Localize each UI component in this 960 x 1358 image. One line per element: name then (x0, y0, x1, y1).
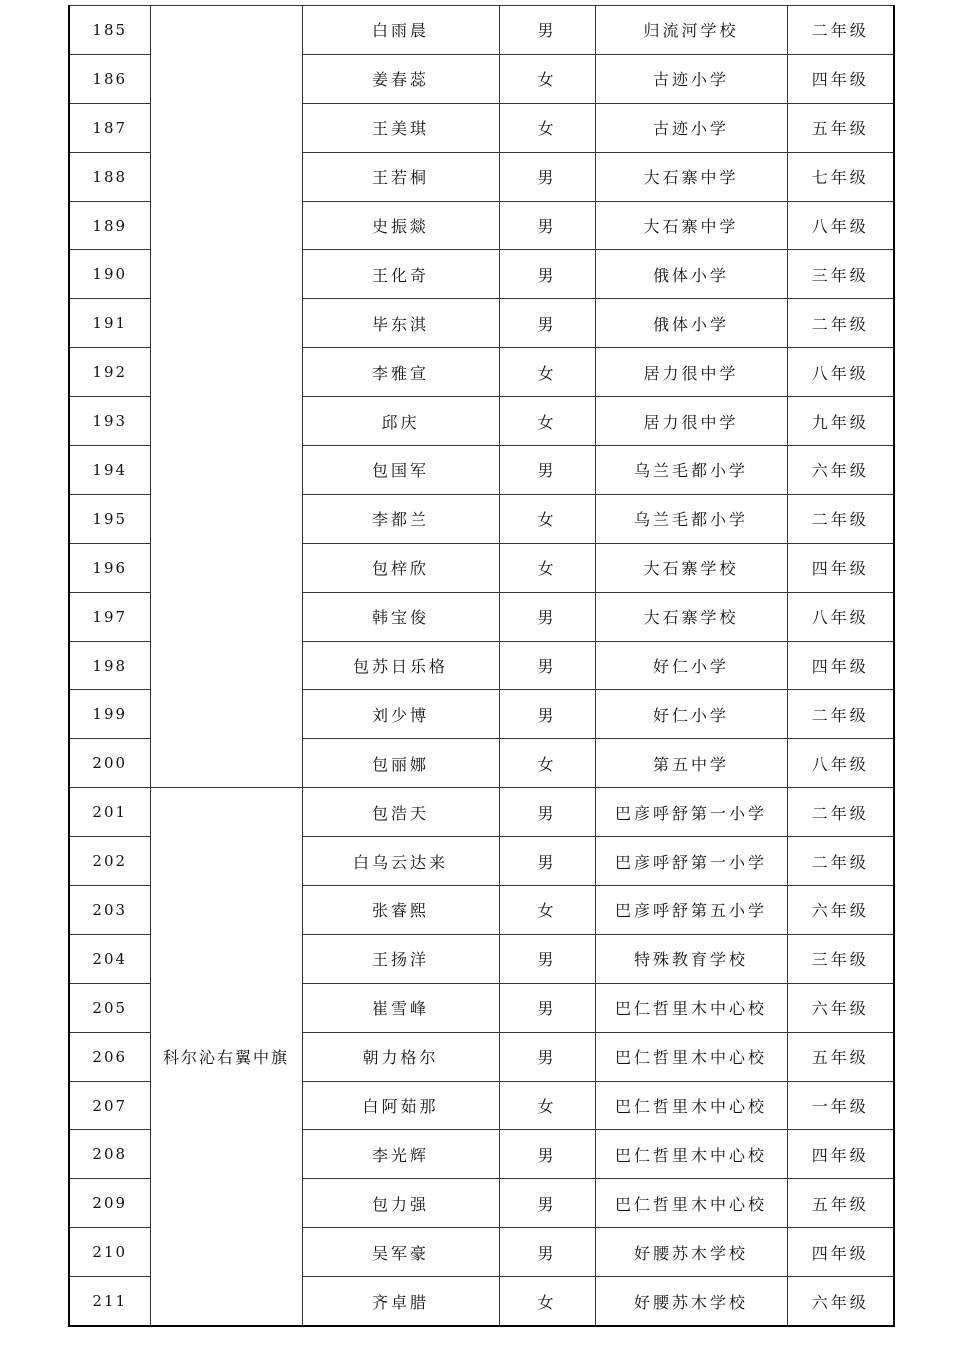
student-name: 白雨晨 (302, 6, 499, 55)
grade-level: 八年级 (787, 348, 894, 397)
student-gender: 男 (499, 1228, 595, 1277)
school-name: 居力很中学 (595, 397, 787, 446)
student-name: 毕东淇 (302, 299, 499, 348)
student-name: 邱庆 (302, 397, 499, 446)
school-name: 大石寨学校 (595, 592, 787, 641)
row-number: 209 (69, 1179, 150, 1228)
student-name: 李都兰 (302, 494, 499, 543)
student-name: 朝力格尔 (302, 1032, 499, 1081)
grade-level: 六年级 (787, 1277, 894, 1326)
student-name: 韩宝俊 (302, 592, 499, 641)
student-name: 吴军豪 (302, 1228, 499, 1277)
student-gender: 女 (499, 1277, 595, 1326)
school-name: 巴仁哲里木中心校 (595, 1081, 787, 1130)
school-name: 第五中学 (595, 739, 787, 788)
grade-level: 八年级 (787, 201, 894, 250)
student-name: 包梓欣 (302, 543, 499, 592)
student-name: 史振燚 (302, 201, 499, 250)
school-name: 大石寨中学 (595, 152, 787, 201)
row-number: 210 (69, 1228, 150, 1277)
row-number: 198 (69, 641, 150, 690)
student-gender: 男 (499, 299, 595, 348)
student-gender: 女 (499, 348, 595, 397)
row-number: 197 (69, 592, 150, 641)
student-gender: 女 (499, 397, 595, 446)
grade-level: 一年级 (787, 1081, 894, 1130)
row-number: 190 (69, 250, 150, 299)
grade-level: 六年级 (787, 886, 894, 935)
school-name: 巴仁哲里木中心校 (595, 983, 787, 1032)
row-number: 206 (69, 1032, 150, 1081)
student-gender: 男 (499, 1032, 595, 1081)
school-name: 巴仁哲里木中心校 (595, 1130, 787, 1179)
school-name: 古迹小学 (595, 103, 787, 152)
row-number: 203 (69, 886, 150, 935)
table-row (69, 6, 894, 55)
school-name: 大石寨学校 (595, 543, 787, 592)
student-name: 刘少博 (302, 690, 499, 739)
grade-level: 二年级 (787, 299, 894, 348)
student-name: 白乌云达来 (302, 837, 499, 886)
grade-level: 二年级 (787, 494, 894, 543)
region-cell: 科尔沁右翼中旗 (150, 788, 302, 1326)
region-cell (150, 6, 302, 788)
school-name: 巴彦呼舒第五小学 (595, 886, 787, 935)
student-gender: 女 (499, 54, 595, 103)
student-gender: 男 (499, 983, 595, 1032)
student-name: 包丽娜 (302, 739, 499, 788)
student-gender: 男 (499, 1179, 595, 1228)
student-gender: 男 (499, 250, 595, 299)
student-gender: 男 (499, 592, 595, 641)
student-name: 李雅宣 (302, 348, 499, 397)
student-gender: 女 (499, 103, 595, 152)
student-list-page (68, 5, 893, 1327)
school-name: 俄体小学 (595, 299, 787, 348)
student-name: 姜春蕊 (302, 54, 499, 103)
table-row (69, 788, 894, 837)
school-name: 乌兰毛都小学 (595, 446, 787, 495)
student-gender: 女 (499, 886, 595, 935)
student-name: 王若桐 (302, 152, 499, 201)
student-name: 李光辉 (302, 1130, 499, 1179)
student-table (68, 5, 895, 1327)
row-number: 196 (69, 543, 150, 592)
school-name: 大石寨中学 (595, 201, 787, 250)
student-gender: 男 (499, 1130, 595, 1179)
grade-level: 二年级 (787, 6, 894, 55)
student-gender: 女 (499, 543, 595, 592)
row-number: 208 (69, 1130, 150, 1179)
student-gender: 男 (499, 6, 595, 55)
grade-level: 四年级 (787, 1130, 894, 1179)
student-name: 王化奇 (302, 250, 499, 299)
school-name: 居力很中学 (595, 348, 787, 397)
row-number: 201 (69, 788, 150, 837)
grade-level: 六年级 (787, 446, 894, 495)
row-number: 192 (69, 348, 150, 397)
grade-level: 二年级 (787, 788, 894, 837)
row-number: 187 (69, 103, 150, 152)
student-gender: 男 (499, 837, 595, 886)
school-name: 巴彦呼舒第一小学 (595, 837, 787, 886)
student-gender: 男 (499, 690, 595, 739)
student-name: 王扬洋 (302, 934, 499, 983)
student-gender: 男 (499, 446, 595, 495)
grade-level: 七年级 (787, 152, 894, 201)
row-number: 186 (69, 54, 150, 103)
student-gender: 男 (499, 788, 595, 837)
row-number: 211 (69, 1277, 150, 1326)
student-name: 包力强 (302, 1179, 499, 1228)
grade-level: 五年级 (787, 1032, 894, 1081)
row-number: 189 (69, 201, 150, 250)
row-number: 191 (69, 299, 150, 348)
student-name: 包浩天 (302, 788, 499, 837)
row-number: 194 (69, 446, 150, 495)
row-number: 188 (69, 152, 150, 201)
grade-level: 三年级 (787, 250, 894, 299)
grade-level: 八年级 (787, 739, 894, 788)
row-number: 185 (69, 6, 150, 55)
school-name: 归流河学校 (595, 6, 787, 55)
student-name: 张睿熙 (302, 886, 499, 935)
student-name: 齐卓腊 (302, 1277, 499, 1326)
school-name: 巴仁哲里木中心校 (595, 1179, 787, 1228)
row-number: 199 (69, 690, 150, 739)
student-name: 白阿茹那 (302, 1081, 499, 1130)
student-gender: 男 (499, 934, 595, 983)
school-name: 好腰苏木学校 (595, 1277, 787, 1326)
school-name: 巴仁哲里木中心校 (595, 1032, 787, 1081)
table-body (69, 6, 894, 1327)
school-name: 特殊教育学校 (595, 934, 787, 983)
row-number: 200 (69, 739, 150, 788)
school-name: 乌兰毛都小学 (595, 494, 787, 543)
school-name: 好仁小学 (595, 690, 787, 739)
grade-level: 二年级 (787, 837, 894, 886)
grade-level: 五年级 (787, 103, 894, 152)
grade-level: 九年级 (787, 397, 894, 446)
row-number: 195 (69, 494, 150, 543)
row-number: 205 (69, 983, 150, 1032)
grade-level: 二年级 (787, 690, 894, 739)
student-name: 包国军 (302, 446, 499, 495)
student-gender: 女 (499, 1081, 595, 1130)
row-number: 202 (69, 837, 150, 886)
grade-level: 四年级 (787, 1228, 894, 1277)
grade-level: 三年级 (787, 934, 894, 983)
student-gender: 男 (499, 641, 595, 690)
grade-level: 六年级 (787, 983, 894, 1032)
student-gender: 男 (499, 201, 595, 250)
student-name: 包苏日乐格 (302, 641, 499, 690)
school-name: 好仁小学 (595, 641, 787, 690)
grade-level: 八年级 (787, 592, 894, 641)
school-name: 巴彦呼舒第一小学 (595, 788, 787, 837)
grade-level: 四年级 (787, 543, 894, 592)
school-name: 俄体小学 (595, 250, 787, 299)
grade-level: 四年级 (787, 641, 894, 690)
row-number: 204 (69, 934, 150, 983)
row-number: 207 (69, 1081, 150, 1130)
student-name: 王美琪 (302, 103, 499, 152)
school-name: 古迹小学 (595, 54, 787, 103)
row-number: 193 (69, 397, 150, 446)
student-gender: 男 (499, 152, 595, 201)
student-gender: 女 (499, 739, 595, 788)
student-name: 崔雪峰 (302, 983, 499, 1032)
grade-level: 五年级 (787, 1179, 894, 1228)
student-gender: 女 (499, 494, 595, 543)
school-name: 好腰苏木学校 (595, 1228, 787, 1277)
grade-level: 四年级 (787, 54, 894, 103)
